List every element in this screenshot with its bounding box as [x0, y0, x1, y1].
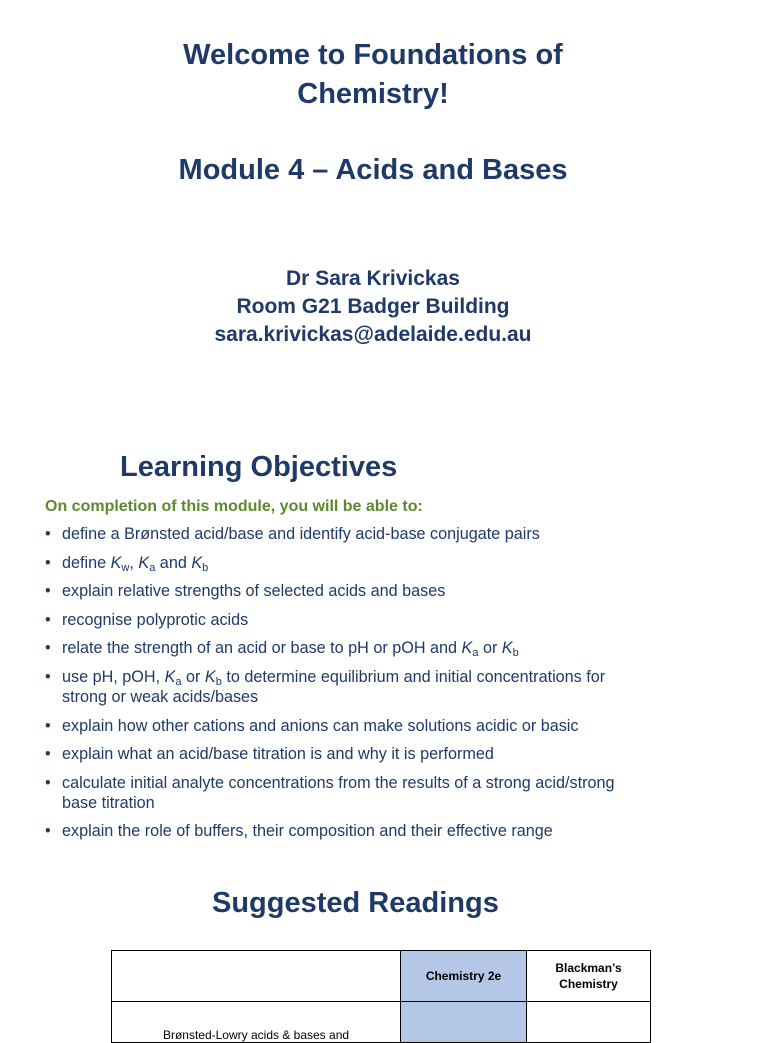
readings-table	[111, 950, 651, 1043]
table-cell	[527, 1002, 651, 1043]
lecturer-email: sara.krivickas@adelaide.edu.au	[214, 323, 532, 346]
objectives-list	[45, 524, 645, 850]
suggested-readings-heading: Suggested Readings	[212, 887, 499, 919]
objective-item: • recognise polyprotic acids	[45, 610, 645, 630]
objective-item: • relate the strength of an acid or base to pH or pOH and $K_a$ or $K_b$	[45, 638, 645, 658]
table-header-row	[112, 951, 651, 1002]
table-cell: Brønsted-Lowry acids & bases and	[112, 1002, 401, 1043]
objective-item: • explain the role of buffers, their composition and their effective range	[45, 821, 645, 841]
title-line-1: Welcome to Foundations of	[183, 39, 563, 71]
lecturer-name: Dr Sara Krivickas	[286, 267, 460, 290]
table-header-cell	[112, 951, 401, 1002]
objective-item: • define $K_w$, $K_a$ and $K_b$	[45, 553, 645, 573]
objective-item: • explain relative strengths of selected acids and bases	[45, 581, 645, 601]
lecturer-room: Room G21 Badger Building	[236, 295, 510, 318]
table-row	[112, 1002, 651, 1043]
objective-item: • calculate initial analyte concentrations from the results of a strong acid/strong base titration	[45, 773, 645, 813]
objective-item: • explain how other cations and anions can make solutions acidic or basic	[45, 716, 645, 736]
table-header-cell: Chemistry 2e	[401, 951, 527, 1002]
objectives-intro: On completion of this module, you will be able to:	[45, 498, 423, 515]
contact-block	[0, 265, 746, 349]
objective-item: • define a Brønsted acid/base and identify acid-base conjugate pairs	[45, 524, 645, 544]
learning-objectives-heading: Learning Objectives	[120, 451, 398, 483]
objective-item: • use pH, pOH, $K_a$ or $K_b$ to determine equilibrium and initial concentrations for strong or weak acids/bases	[45, 667, 645, 707]
module-title: Module 4 – Acids and Bases	[178, 154, 568, 186]
table-cell	[401, 1002, 527, 1043]
page-title	[0, 36, 746, 114]
table-header-cell: Blackman’s Chemistry	[527, 951, 651, 1002]
title-line-2: Chemistry!	[297, 78, 449, 110]
objective-item: • explain what an acid/base titration is and why it is performed	[45, 744, 645, 764]
